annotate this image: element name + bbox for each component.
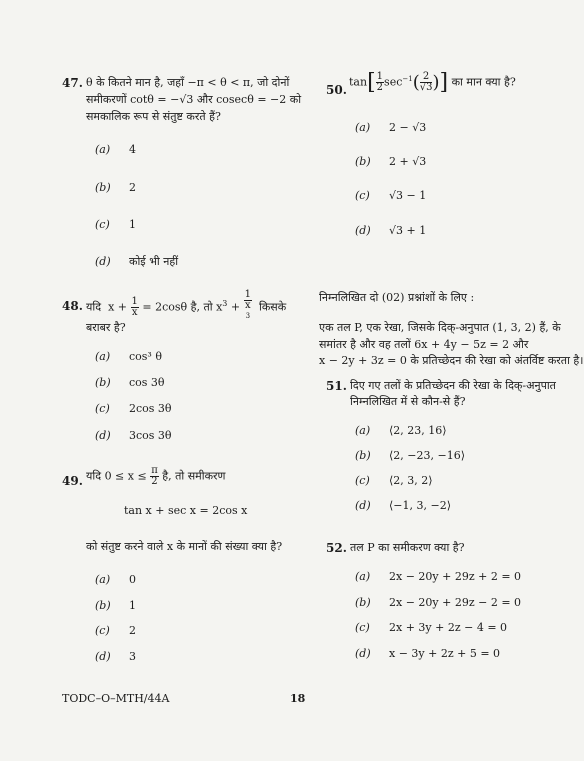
option-text: 2x − 20y + 29z − 2 = 0 (389, 596, 522, 609)
option (95, 376, 165, 389)
instruction-paragraph-line: एक तल P, एक रेखा, जिसके दिक्-अनुपात (1, 3, 2) हैं, के (319, 321, 561, 334)
denominator: √3 (419, 82, 433, 94)
question-text-line: θ के कितने मान है, जहाँ −π < θ < π, जो दोनों (86, 76, 290, 89)
option (355, 570, 521, 583)
option (95, 350, 162, 363)
numerator: 1 (244, 289, 251, 300)
denominator: x $^3$ (244, 300, 251, 320)
instruction-heading: निम्नलिखित दो (02) प्रश्नांशों के लिए : (319, 291, 475, 304)
question-text-line: समीकरणों cotθ = −√3 और cosecθ = −2 को (86, 93, 302, 106)
option (95, 429, 172, 442)
option-label: (b) (95, 599, 111, 612)
option-text: √3 + 1 (389, 224, 427, 237)
option-text: 1 (129, 599, 136, 612)
option-label: (c) (355, 621, 370, 634)
exponent: 3 (222, 299, 228, 309)
option-label: (a) (355, 424, 371, 437)
option-text: cos³ θ (129, 350, 162, 363)
option-text: 3cos 3θ (129, 429, 172, 442)
option (355, 155, 426, 168)
option-label: (d) (95, 255, 111, 268)
question-number: 50. (326, 83, 347, 97)
question-number: 49. (62, 474, 83, 488)
question-text-line: को संतुष्ट करने वाले x के मानों की संख्या क्या है? (86, 540, 283, 553)
option-text: 0 (129, 573, 136, 586)
option-text: 4 (129, 143, 136, 156)
option-text: ⟨2, 3, 2⟩ (389, 474, 433, 487)
option (355, 189, 426, 202)
numerator: 2 (420, 72, 433, 83)
option-text: 2 − √3 (389, 121, 427, 134)
option (355, 647, 500, 660)
option-text: ⟨2, −23, −16⟩ (389, 449, 465, 462)
question-number: 48. (62, 299, 83, 313)
question-text-line: बराबर है? (86, 321, 126, 334)
option (355, 596, 521, 609)
option-label: (d) (95, 650, 111, 663)
math-text: tan (349, 75, 368, 89)
fraction (150, 466, 159, 487)
page-number: 18 (290, 692, 306, 705)
option-text: 2 (129, 624, 136, 637)
option-text: cos 3θ (129, 376, 165, 389)
option (355, 224, 426, 237)
option-text: x − 3y + 2z + 5 = 0 (389, 647, 501, 660)
option-text: 2x − 20y + 29z + 2 = 0 (389, 570, 522, 583)
numerator: π (151, 465, 158, 476)
question-text-line: दिए गए तलों के प्रतिच्छेदन की रेखा के दिक्-अनुपात (350, 379, 556, 392)
option-text: 1 (129, 218, 136, 231)
option-text: √3 − 1 (389, 189, 427, 202)
option-text: ⟨2, 23, 16⟩ (389, 424, 447, 437)
math-text: x + (108, 300, 127, 314)
option-text: 2x + 3y + 2z − 4 = 0 (389, 621, 508, 634)
option-label: (d) (355, 499, 371, 512)
question-number: 51. (326, 379, 347, 393)
denominator: 2 (151, 476, 158, 487)
option-label: (d) (95, 429, 111, 442)
option-label: (b) (355, 596, 371, 609)
option-label: (c) (355, 474, 370, 487)
question-text-line: समकालिक रूप से संतुष्ट करते हैं? (86, 110, 221, 123)
question-text-line (86, 466, 226, 487)
option (95, 143, 136, 156)
option-text: 3 (129, 650, 136, 663)
instruction-paragraph-line: समांतर है और वह तलों 6x + 4y − 5z = 2 और (319, 338, 529, 351)
fraction (244, 290, 252, 325)
option (355, 121, 426, 134)
math-text: sec (384, 75, 403, 89)
option (355, 449, 465, 462)
question-text: यदि (86, 300, 102, 314)
option (95, 218, 136, 231)
option-label: (b) (355, 449, 371, 462)
question-text: है, तो समीकरण (162, 469, 226, 483)
question-text: यदि 0 ≤ x ≤ (86, 469, 147, 483)
option (355, 424, 447, 437)
option-label: (b) (355, 155, 371, 168)
option-label: (c) (95, 402, 110, 415)
denominator: 2 (376, 82, 384, 94)
option-label: (a) (95, 143, 111, 156)
option (95, 624, 136, 637)
question-text: का मान क्या है? (451, 75, 516, 89)
question-text: किसके (258, 300, 287, 314)
question-text-line: तल P का समीकरण क्या है? (350, 541, 465, 554)
numerator: 1 (376, 71, 384, 83)
option-label: (c) (95, 624, 110, 637)
option-label: (b) (95, 376, 111, 389)
option (95, 599, 136, 612)
instruction-paragraph-line: x − 2y + 3z = 0 के प्रतिच्छेदन की रेखा को अंतर्विष्ट करता है। (319, 354, 584, 367)
question-text-line: निम्नलिखित में से कौन-से हैं? (350, 395, 466, 408)
option-label: (d) (355, 647, 371, 660)
option-text: 2 (129, 181, 136, 194)
equation: tan x + sec x = 2cos x (124, 504, 248, 517)
option (95, 402, 172, 415)
question-number: 52. (326, 541, 347, 555)
option (95, 573, 136, 586)
option-label: (a) (95, 573, 111, 586)
option-label: (c) (95, 218, 110, 231)
question-text-line: tan[ $\frac{1}{2}$ $\sec^{-1}$( $\frac{2}{√3}$ )] का मान क्या है? (349, 70, 516, 96)
option-label: (a) (95, 350, 111, 363)
question-text: = 2cosθ है, तो x (142, 300, 223, 314)
math-text: + (230, 300, 241, 314)
fraction (420, 72, 433, 93)
option (95, 650, 136, 663)
option (95, 181, 136, 194)
option-label: (d) (355, 224, 371, 237)
option-label: (a) (355, 570, 371, 583)
paper-code: TODC–O–MTH/44A (62, 692, 170, 705)
option-text: कोई भी नहीं (129, 255, 179, 268)
option-text: 2 + √3 (389, 155, 427, 168)
option (355, 621, 507, 634)
numerator: 1 (131, 296, 138, 308)
option-text: ⟨−1, 3, −2⟩ (389, 499, 451, 512)
option-text: 2cos 3θ (129, 402, 172, 415)
question-number: 47. (62, 76, 83, 90)
option-label: (a) (355, 121, 371, 134)
fraction (376, 72, 384, 93)
denominator: x (131, 307, 138, 319)
option (355, 474, 433, 487)
fraction (131, 297, 139, 318)
option-label: (b) (95, 181, 111, 194)
exponent: −1 (402, 75, 413, 83)
option (355, 499, 451, 512)
option-label: (c) (355, 189, 370, 202)
option (95, 254, 178, 269)
